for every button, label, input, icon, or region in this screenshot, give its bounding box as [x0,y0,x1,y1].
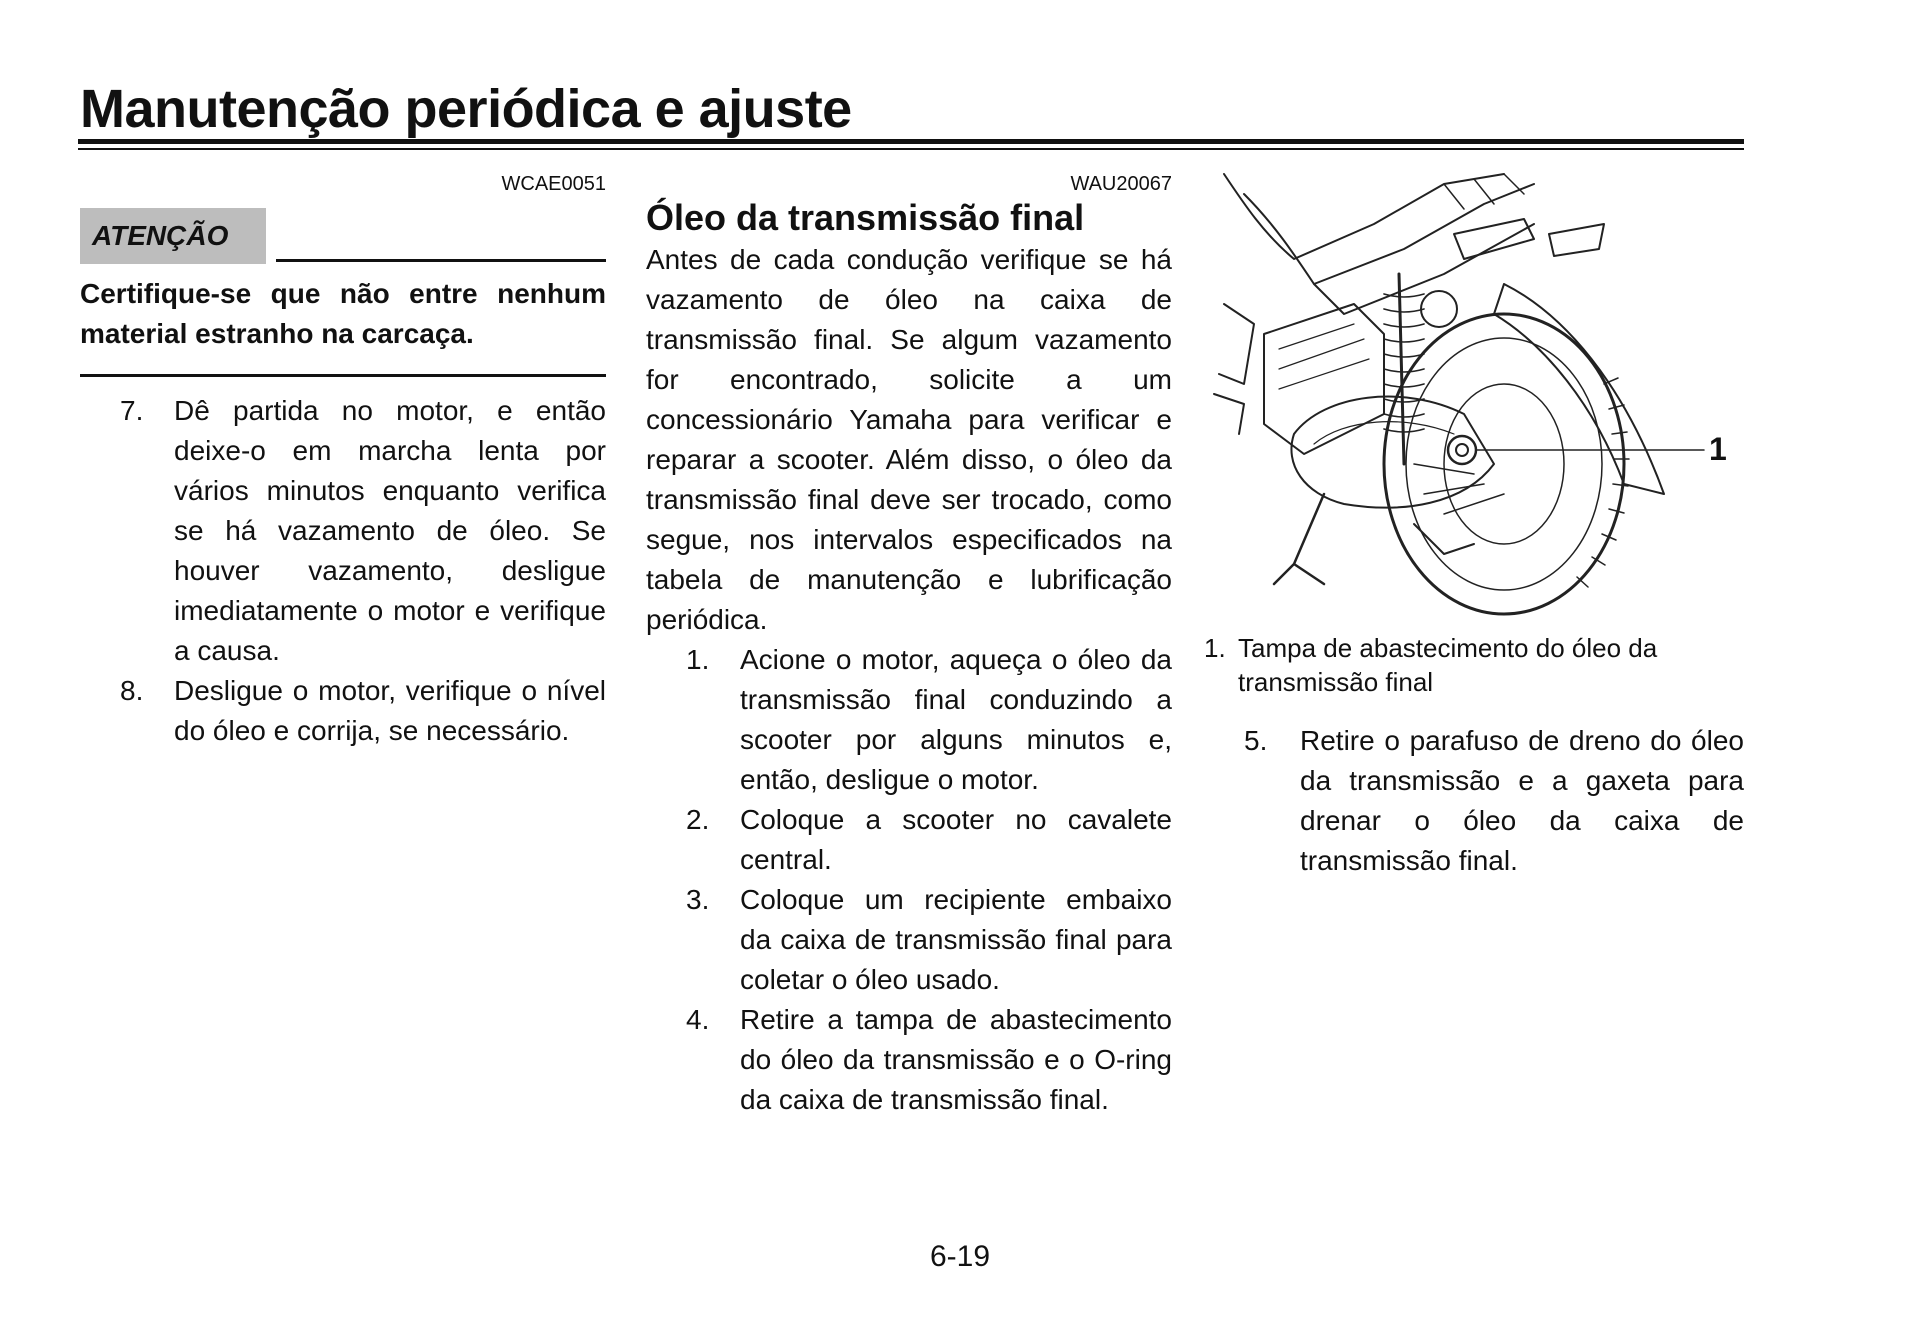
list-item [646,640,1172,800]
warning-code: WCAE0051 [501,173,606,195]
step-number: 1. [686,644,710,675]
right-steps-list [1204,721,1744,881]
warning-header [80,208,606,264]
step-number: 5. [1244,725,1268,756]
step-number: 3. [686,884,710,915]
section-heading: Óleo da transmissão final [646,197,1085,238]
step-number: 7. [120,395,144,426]
warning-label: ATENÇÃO [80,208,266,264]
middle-steps-list [646,640,1172,1120]
caption-text: Tampa de abastecimento do óleo da transmissão final [1238,633,1658,697]
step-text: Dê partida no motor, e então deixe-o em marcha lenta por vários minutos enquanto verifica se há vazamento de óleo. Se houver vazamento, desligue imediatamente o motor e verifique a causa. [174,395,606,666]
step-text: Acione o motor, aqueça o óleo da transmissão final conduzindo a scooter por alguns minutos e, então, desligue o motor. [740,644,1172,795]
step-number: 8. [120,675,144,706]
section-code: WAU20067 [1070,173,1172,195]
figure-callout-number: 1 [1709,431,1727,467]
step-text: Coloque a scooter no cavalete central. [740,804,1172,875]
list-item [80,391,606,671]
caption-number: 1. [1204,633,1226,663]
step-text: Retire a tampa de abastecimento do óleo da transmissão e o O-ring da caixa de transmissão final. [740,1004,1172,1115]
left-steps-list [80,391,606,751]
warning-text: Certifique-se que não entre nenhum material estranho na carcaça. [80,278,606,349]
step-text: Retire o parafuso de dreno do óleo da transmissão e a gaxeta para drenar o óleo da caixa de transmissão final. [1300,725,1744,876]
right-column [1204,172,1744,881]
left-column [80,172,606,751]
list-item [80,671,606,751]
header-rule-thin [78,148,1744,150]
list-item [646,880,1172,1000]
page-number: 6-19 [929,1240,991,1273]
header-rule-thick [78,139,1744,144]
step-text: Coloque um recipiente embaixo da caixa de transmissão final para coletar o óleo usado. [740,884,1172,995]
figure-caption [1204,631,1744,699]
middle-column [646,172,1172,1120]
step-text: Desligue o motor, verifique o nível do óleo e corrija, se necessário. [174,675,606,746]
list-item [1204,721,1744,881]
step-number: 4. [686,1004,710,1035]
list-item [646,800,1172,880]
list-item [646,1000,1172,1120]
scooter-illustration [1204,164,1744,616]
step-number: 2. [686,804,710,835]
page-title: Manutenção periódica e ajuste [80,79,852,139]
warning-header-line [276,259,606,262]
warning-end-rule [80,374,606,377]
section-intro: Antes de cada condução verifique se há vazamento de óleo na caixa de transmissão final. Se algum vazamento for encontrado, solicite a um concessionário Yamaha para verificar e reparar a scooter. Além disso, o óleo da transmissão final deve ser trocado, como segue, nos intervalos especificados na tabela de manutenção e lubrificação periódica. [646,244,1172,635]
